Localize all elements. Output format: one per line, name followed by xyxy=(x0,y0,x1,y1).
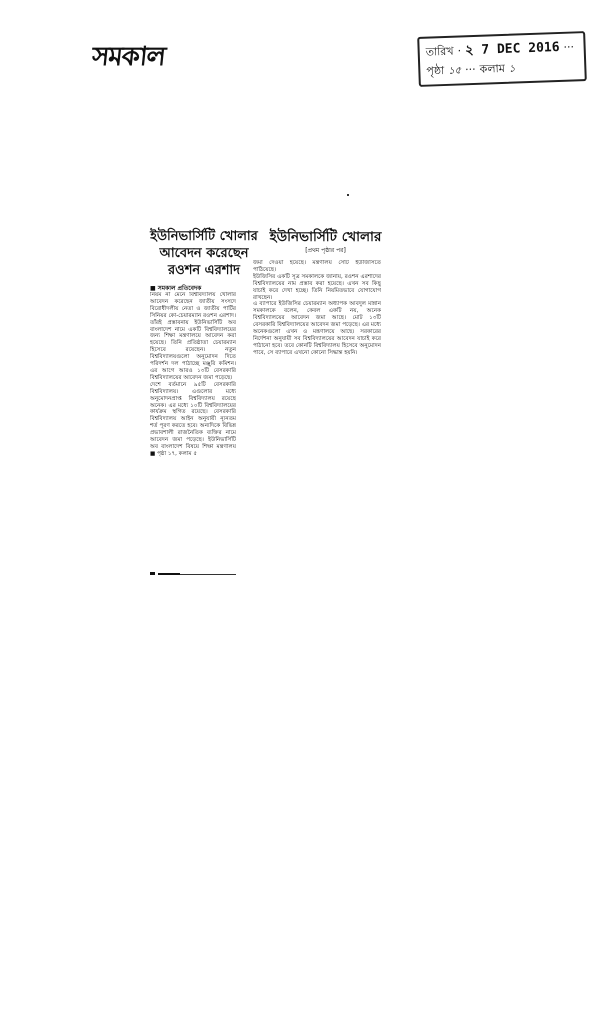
article2-headline: ইউনিভার্সিটি খোলার xyxy=(269,229,382,245)
article1-paragraph: নিয়ম না মেনে বিশ্ববিদ্যালয় খোলার আবেদন করেছেন জাতীয় সংসদে বিরোধীদলীয় নেতা ও জাতীয় পার্টির সিনিয়র কো-চেয়ারম্যান রওশন এরশাদ। তাঁরই প্রস্তাবনায় ইউনিভার্সিটি অব বাংলাদেশ নামে একটি বিশ্ববিদ্যালয়ের জন্য শিক্ষা মন্ত্রণালয়ে আবেদন করা হয়েছে। তিনি প্রতিষ্ঠাতা চেয়ারম্যান হিসেবে রয়েছেন। নতুন বিশ্ববিদ্যালয়গুলো অনুমোদন দিতে পরিদর্শন দল পাঠাচ্ছে মঞ্জুরি কমিশন। এর আগে আরও ১৩টি বেসরকারি বিশ্ববিদ্যালয়ের আবেদন জমা পড়েছে। xyxy=(150,292,236,381)
date-label: তারিখ xyxy=(425,44,454,59)
newspaper-masthead: সমকাল xyxy=(90,42,167,72)
end-bar xyxy=(158,573,180,575)
page-value: ১৫ xyxy=(448,65,462,77)
article2-paragraph: জমা দেওয়া হয়েছে। মন্ত্রণালয় সেটি ইউজিসিতে পাঠিয়েছে। xyxy=(253,260,381,273)
end-rule xyxy=(180,574,236,575)
article1-body xyxy=(150,292,236,570)
speck xyxy=(347,194,349,196)
article2-paragraph: এ ব্যাপারে ইউজিসির চেয়ারম্যান অধ্যাপক আবদুল মান্নান সমকালকে বলেন, কেবল একটি নয়, অনেক বিশ্ববিদ্যালয়ের আবেদন জমা আছে। মোট ১৩টি বেসরকারি বিশ্ববিদ্যালয়ের আবেদন জমা পড়েছে। এর মধ্যে অনেকগুলো এখন ও মন্ত্রণালয়ে আছে। সরকারের নির্দেশনা অনুযায়ী সব বিশ্ববিদ্যালয়ের আবেদন যাচাই করে পাঠানো হবে। তবে কোনটি বিশ্ববিদ্যালয় হিসেবে অনুমোদন পাবে, সে ব্যাপারে এখনো কোনো সিদ্ধান্ত হয়নি। xyxy=(253,301,381,356)
article1-paragraph: দেশে বর্তমানে ৯৫টি বেসরকারি বিশ্ববিদ্যালয়। এগুলোর মধ্যে অনুমোদনপ্রাপ্ত বিশ্ববিদ্যালয় রয়েছে অনেক। এর মধ্যে ১০টি বিশ্ববিদ্যালয়ের কার্যক্রম স্থগিত রয়েছে। বেসরকারি বিশ্ববিদ্যালয় আইন অনুযায়ী ন্যূনতম শর্ত পূরণ করতে হবে। অন্যদিকে বিভিন্ন প্রভাবশালী রাজনৈতিক ব্যক্তির নামে আবেদন জমা পড়েছে। ইউনিভার্সিটি অব বাংলাদেশ বিষয়ে শিক্ষা মন্ত্রণালয় ■ পৃষ্ঠা ১৭, কলাম ৫ xyxy=(150,381,236,457)
end-tick xyxy=(150,572,155,575)
clipping-stamp: তারিখ · ২ 7 DEC 2016 ··· পৃষ্ঠা ১৫ ··· কলাম ১ xyxy=(417,31,587,87)
article2-paragraph: ইউজিসির একটি সূত্র সমকালকে জানায়, রওশন এরশাদের বিশ্ববিদ্যালয়ের নাম প্রস্তাব করা হয়েছে। এখন সব কিছু যাচাই করে দেখা হচ্ছে। তিনি নিয়মিতভাবে যোগাযোগ রাখছেন। xyxy=(253,273,381,301)
column-value: ১ xyxy=(508,63,516,75)
page-label: পৃষ্ঠা xyxy=(426,64,445,78)
article1-byline: ■ সমকাল প্রতিবেদক xyxy=(150,285,202,292)
article-end-mark xyxy=(150,572,236,576)
article2-continuation: [প্রথম পৃষ্ঠার পর] xyxy=(305,247,346,254)
article2-body xyxy=(253,260,381,472)
column-label: কলাম xyxy=(479,61,506,76)
article1-headline: ইউনিভার্সিটি খোলার আবেদন করেছেন রওশন এরশাদ xyxy=(150,229,258,278)
date-value: ২ 7 DEC 2016 xyxy=(464,39,560,59)
